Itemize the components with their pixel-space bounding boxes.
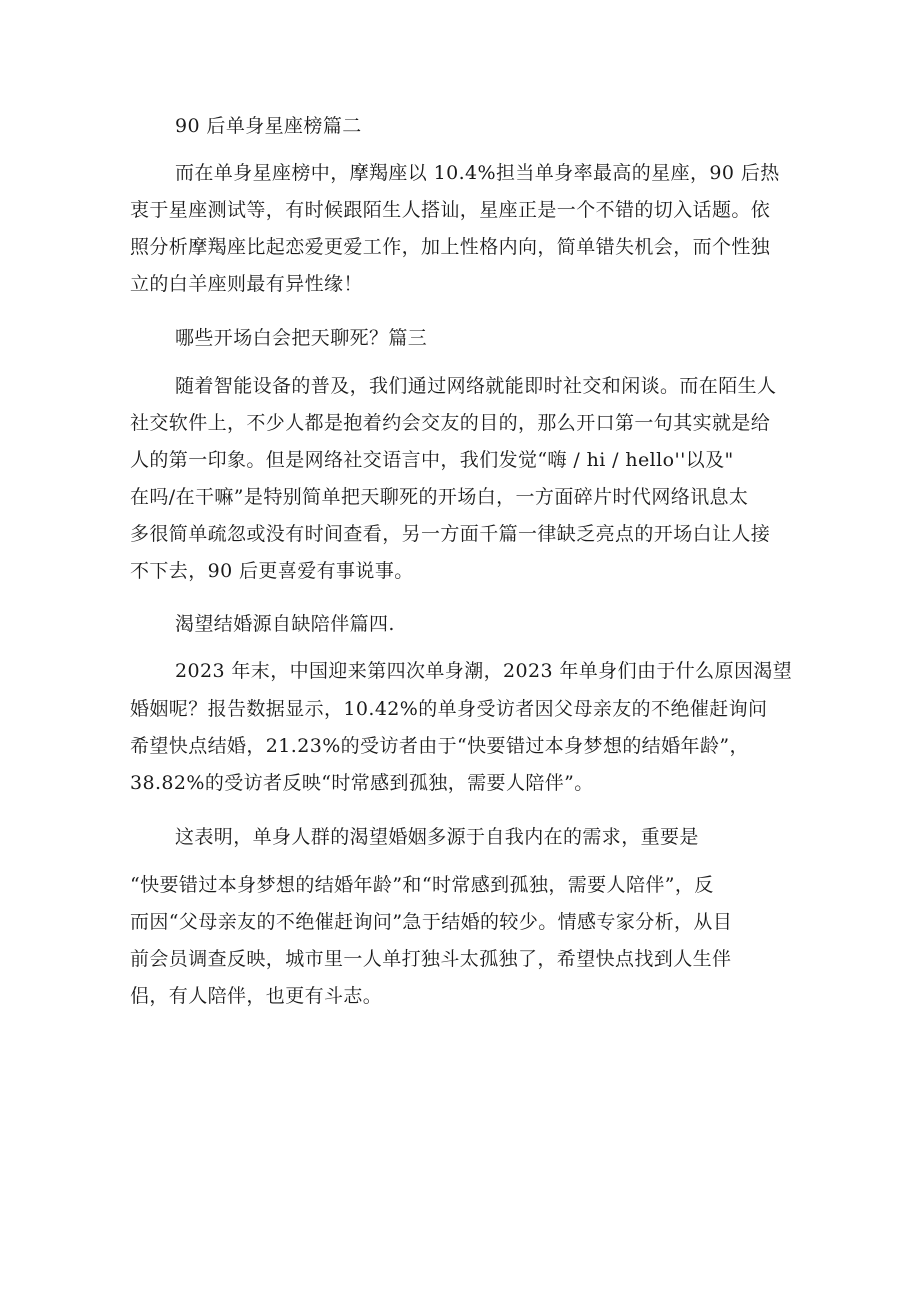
conclusion-line-3: 而因“父母亲友的不绝催赶询问”急于结婚的较少。情感专家分析，从目 (130, 911, 733, 933)
section2-line-3: 照分析摩羯座比起恋爱更爱工作，加上性格内向，简单错失机会，而个性独 (130, 236, 771, 258)
section4-line-3: 希望快点结婚，21.23%的受访者由于“快要错过本身梦想的结婚年龄”， (130, 735, 749, 757)
section3-line-4: 在吗/在干嘛”是特别简单把天聊死的开场白，一方面碎片时代网络讯息太 (130, 486, 749, 508)
conclusion-line-1: 这表明，单身人群的渴望婚姻多源于自我内在的需求，重要是 (175, 826, 699, 848)
section-heading-3: 哪些开场白会把天聊死？篇三 (175, 327, 428, 349)
section-heading-2: 90 后单身星座榜篇二 (175, 115, 362, 137)
section4-line-4: 38.82%的受访者反映“时常感到孤独，需要人陪伴”。 (130, 772, 594, 794)
section2-line-4: 立的白羊座则最有异性缘！ (130, 273, 363, 295)
section4-line-2: 婚姻呢？报告数据显示，10.42%的单身受访者因父母亲友的不绝催赶询问 (130, 698, 768, 720)
conclusion-line-5: 侣，有人陪伴，也更有斗志。 (130, 985, 383, 1007)
section3-line-6: 不下去，90 后更喜爱有事说事。 (130, 560, 414, 582)
section4-line-1: 2023 年末，中国迎来第四次单身潮，2023 年单身们由于什么原因渴望 (175, 660, 793, 682)
section2-line-2: 衷于星座测试等，有时候跟陌生人搭讪，星座正是一个不错的切入话题。依 (130, 199, 771, 221)
section3-line-2: 社交软件上，不少人都是抱着约会交友的目的，那么开口第一句其实就是给 (130, 412, 771, 434)
section3-line-3: 人的第一印象。但是网络社交语言中，我们发觉“嗨 / hi / hello''以及" (130, 449, 734, 471)
section3-line-1: 随着智能设备的普及，我们通过网络就能即时社交和闲谈。而在陌生人 (175, 375, 777, 397)
conclusion-line-2: “快要错过本身梦想的结婚年龄”和“时常感到孤独，需要人陪伴”，反 (130, 874, 714, 896)
section-heading-4: 渴望结婚源自缺陪伴篇四. (175, 613, 395, 635)
conclusion-line-4: 前会员调查反映，城市里一人单打独斗太孤独了，希望快点找到人生伴 (130, 948, 732, 970)
section3-line-5: 多很简单疏忽或没有时间查看，另一方面千篇一律缺乏亮点的开场白让人接 (130, 523, 771, 545)
section2-line-1: 而在单身星座榜中，摩羯座以 10.4%担当单身率最高的星座，90 后热 (175, 162, 780, 184)
